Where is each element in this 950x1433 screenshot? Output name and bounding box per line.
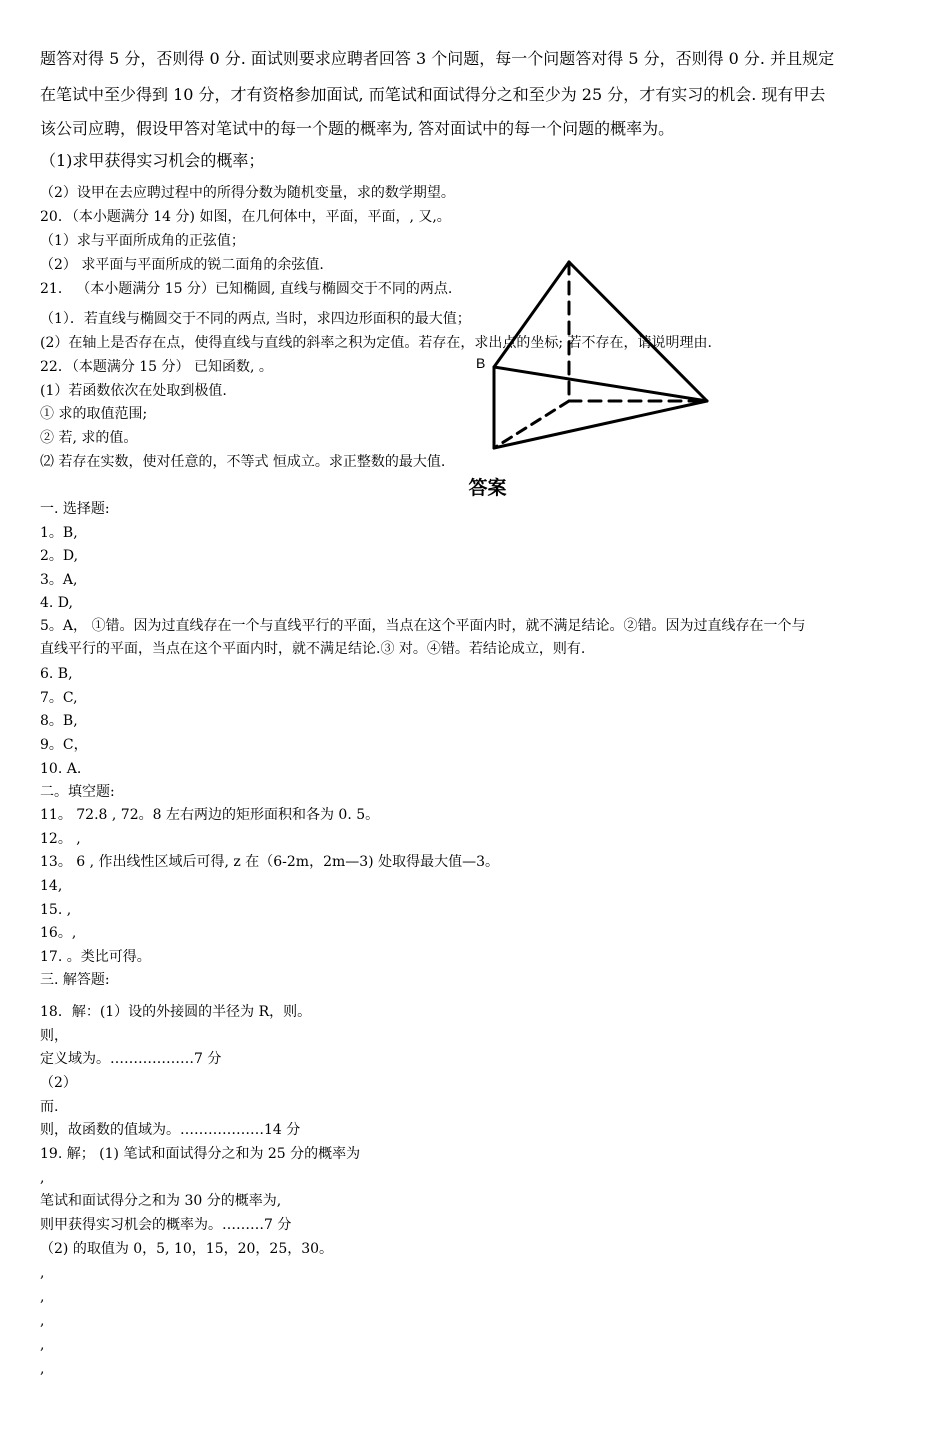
section-multiple-choice: 一. 选择题:: [40, 501, 110, 517]
answer-19-comma-2: ,: [40, 1289, 45, 1305]
answer-13: 13。 6 , 作出线性区域后可得, z 在（6-2m，2m—3) 处取得最大值—3。: [40, 854, 499, 870]
problem-20-part-2: （2） 求平面与平面所成的锐二面角的余弦值.: [40, 257, 324, 273]
answer-18-line-3: 定义域为。………………7 分: [40, 1051, 222, 1067]
answer-11: 11。 72.8 , 72。8 左右两边的矩形面积和各为 0. 5。: [40, 807, 380, 823]
answer-19-line-4: 则甲获得实习机会的概率为。………7 分: [40, 1217, 292, 1233]
problem-text-line-2: 在笔试中至少得到 10 分，才有资格参加面试, 而笔试和面试得分之和至少为 25 分，才有实习的机会. 现有甲去: [40, 85, 826, 104]
problem-21-part-1: （1）．若直线与椭圆交于不同的两点, 当时，求四边形面积的最大值；: [40, 311, 471, 327]
problem-20-part-1: （1）求与平面所成角的正弦值；: [40, 233, 245, 249]
answers-heading: 答案: [468, 477, 507, 499]
section-fill-in: 二。填空题:: [40, 784, 115, 800]
answer-4: 4. D,: [40, 595, 73, 611]
problem-text-line-1: 题答对得 5 分，否则得 0 分. 面试则要求应聘者回答 3 个问题，每一个问题答对得 5 分，否则得 0 分. 并且规定: [40, 49, 835, 68]
problem-text-line-3: 该公司应聘，假设甲答对笔试中的每一个题的概率为, 答对面试中的每一个问题的概率为。: [40, 119, 675, 138]
answer-5-cont: 直线平行的平面，当点在这个平面内时，就不满足结论.③ 对。④错。若结论成立，则有.: [40, 641, 586, 657]
problem-22-part-1b: ② 若, 求的值。: [40, 430, 138, 446]
problem-22-part-1: (1）若函数依次在处取到极值.: [40, 383, 227, 399]
answer-19-line-2: ,: [40, 1170, 45, 1186]
answer-19-line-3: 笔试和面试得分之和为 30 分的概率为,: [40, 1193, 282, 1209]
answer-1: 1。B,: [40, 525, 78, 541]
answer-6: 6. B,: [40, 666, 73, 682]
answer-18-line-2: 则，: [40, 1028, 68, 1044]
edge-bottom-to-right: [494, 401, 707, 448]
answer-17: 17. 。类比可得。: [40, 949, 151, 965]
answer-10: 10. A.: [40, 761, 82, 777]
answer-9: 9。C，: [40, 737, 88, 753]
problem-19-part-1: （1)求甲获得实习机会的概率；: [40, 151, 265, 170]
answer-16: 16。,: [40, 925, 77, 941]
problem-21-part-2: (2）在轴上是否存在点，使得直线与直线的斜率之积为定值。若存在，求出点的坐标; 若不存在，请说明理由.: [40, 335, 712, 351]
edge-top-left: [494, 262, 569, 367]
problem-22: 22．（本题满分 15 分） 已知函数, 。: [40, 359, 273, 375]
answer-8: 8。B,: [40, 713, 78, 729]
problem-20: 20．（本小题满分 14 分) 如图，在几何体中，平面，平面，, 又,。: [40, 209, 451, 225]
problem-19-part-2: （2）设甲在去应聘过程中的所得分数为随机变量，求的数学期望。: [40, 185, 455, 201]
answer-19-comma-1: ,: [40, 1265, 45, 1281]
answer-18-line-5: 而.: [40, 1099, 59, 1115]
answer-19-comma-4: ,: [40, 1337, 45, 1353]
vertex-label-b: B: [476, 355, 486, 371]
answer-14: 14,: [40, 878, 63, 894]
geometry-figure: [470, 252, 720, 457]
edge-b-to-right: [494, 367, 707, 401]
answer-5: 5。A， ①错。因为过直线存在一个与直线平行的平面，当点在这个平面内时，就不满足结论。②错。因为过直线存在一个与: [40, 618, 806, 634]
answer-19-comma-3: ,: [40, 1313, 45, 1329]
problem-22-part-1a: ① 求的取值范围;: [40, 406, 148, 422]
answer-7: 7。C,: [40, 690, 78, 706]
problem-22-part-2: ⑵ 若存在实数，使对任意的，不等式 恒成立。求正整数的最大值.: [40, 454, 446, 470]
edge-top-right: [569, 262, 707, 401]
answer-18-line-6: 则，故函数的值域为。………………14 分: [40, 1122, 301, 1138]
answer-12: 12。 ,: [40, 831, 81, 847]
section-solutions: 三. 解答题:: [40, 972, 110, 988]
answer-18-line-4: （2）: [40, 1075, 77, 1091]
answer-15: 15. ,: [40, 902, 72, 918]
answer-19-comma-5: ,: [40, 1361, 45, 1377]
answer-18: 18．解：(1）设的外接圆的半径为 R，则。: [40, 1004, 312, 1020]
answer-3: 3。A,: [40, 572, 78, 588]
answer-19: 19. 解； (1) 笔试和面试得分之和为 25 分的概率为: [40, 1146, 361, 1162]
answer-19-line-5: （2) 的取值为 0，5, 10，15，20，25，30。: [40, 1241, 334, 1257]
answer-2: 2。D,: [40, 548, 79, 564]
problem-21: 21． （本小题满分 15 分）已知椭圆, 直线与椭圆交于不同的两点.: [40, 281, 453, 297]
